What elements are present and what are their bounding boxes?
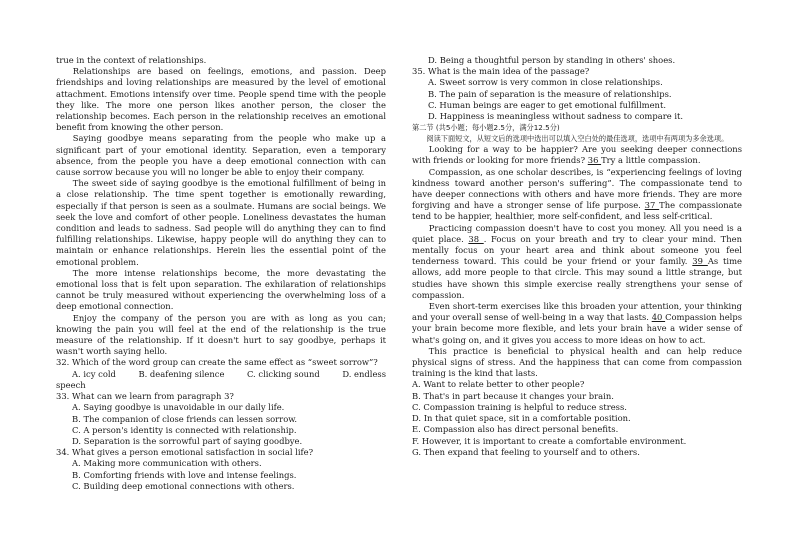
cloze-option-e: E. Compassion also has direct personal benefits.: [412, 424, 619, 435]
q32-option-d-continued: speech: [56, 379, 86, 390]
question-33-stem: 33. What can we learn from paragraph 3?: [56, 391, 234, 402]
q35-option-c: C. Human beings are eager to get emotional fulfillment.: [428, 99, 666, 110]
cloze-p4-text-b: Compassion helps your brain become more flexible, and lets your brain have a wider sense of what's going on, and it gives you access to more ideas on how to act.: [412, 312, 742, 345]
passage-paragraph-5: Enjoy the company of the person you are with as long as you can; knowing the pain you will feel at the end of the relationship is the true measure of the relationship. If it doesn't hurt to say goodbye, perhaps it wasn't worth saying hello.: [56, 312, 386, 357]
cloze-paragraph-4: [412, 301, 742, 346]
cloze-p3-text-b: . Focus on your breath and try to clear your mind. Then mentally focus on your heart area and think about someone you feel tenderness toward. This could be your friend or your family.: [412, 233, 743, 267]
passage-paragraph-3: The sweet side of saying goodbye is the emotional fulfillment of being in a close relationship. The time spent together is emotionally rewarding, especially if that person is seen as a soulmate. Humans are social beings. We seek the love and comfort of other people. Loneliness devastates the human condition and leads to sadness. Sad people will do anything they can to find fulfilling relationships. Likewise, happy people will do anything they can to maintain or enhance relationships. Herein lies the essential point of the emotional problem.: [56, 178, 386, 267]
blank-39: 39: [692, 256, 708, 267]
cloze-option-g: G. Then expand that feeling to yourself and to others.: [412, 446, 640, 457]
cloze-option-b: B. That's in part because it changes your brain.: [412, 390, 614, 401]
q34-option-c: C. Building deep emotional connections with others.: [72, 480, 295, 491]
cloze-p1-text-b: Try a little compassion.: [601, 155, 701, 166]
q32-option-a: A. icy cold: [72, 368, 116, 379]
cloze-p4-text-a: Even short-term exercises like this broaden your attention, your thinking and your overall sense of well-being in a way that lasts.: [412, 301, 742, 323]
q33-option-b: B. The companion of close friends can lessen sorrow.: [72, 413, 298, 424]
cloze-option-c: C. Compassion training is helpful to reduce stress.: [412, 401, 627, 412]
question-35-stem: 35. What is the main idea of the passage?: [412, 66, 590, 77]
cloze-p1-text-a: Looking for a way to be happier? Are you seeking deeper connections with friends or looking for more friends?: [412, 144, 742, 166]
cloze-p3-text-c: As time allows, add more people to that circle. This may sound a little strange, but studies have shown this simple exercise really strengthens your sense of compassion.: [412, 256, 742, 300]
blank-36: 36: [587, 155, 602, 166]
cloze-paragraph-5: This practice is beneficial to physical health and can help reduce physical signs of stress. And the happiness that can come from compassion training is the kind that lasts.: [412, 345, 742, 379]
question-34-stem: 34. What gives a person emotional satisfaction in social life?: [56, 447, 314, 458]
q35-option-a: A. Sweet sorrow is very common in close relationships.: [428, 77, 663, 88]
cloze-paragraph-2: [412, 167, 742, 223]
left-column: [56, 55, 386, 492]
q32-option-b: B. deafening silence: [138, 368, 225, 379]
question-32-options: [56, 369, 386, 380]
q32-option-d: D. endless: [342, 368, 386, 379]
q35-option-b: B. The pain of separation is the measure of relationships.: [428, 88, 672, 99]
q34-option-a: A. Making more communication with others.: [72, 458, 262, 469]
cloze-option-f: F. However, it is important to create a comfortable environment.: [412, 435, 687, 446]
cloze-p2-text-b: The compassionate tend to be happier, healthier, more self-confident, and less self-critical.: [412, 200, 742, 222]
cloze-paragraph-1: [412, 144, 742, 166]
q33-option-c: C. A person's identity is connected with relationship.: [72, 424, 297, 435]
question-32-stem: 32. Which of the word group can create the same effect as “sweet sorrow”?: [56, 357, 378, 368]
intro-line: true in the context of relationships.: [56, 55, 207, 65]
q34-option-b: B. Comforting friends with love and intense feelings.: [72, 469, 297, 480]
blank-38: 38: [468, 233, 484, 244]
q32-option-c: C. clicking sound: [246, 368, 320, 379]
cloze-paragraph-3: [412, 223, 742, 301]
passage-paragraph-4: The more intense relationships become, the more devastating the emotional loss that is felt upon separation. The exhilaration of relationships cannot be truly measured without experiencing the overwhelming loss of a deep emotional connection.: [56, 267, 386, 312]
section-heading: 第二节 (共5小题；每小题2.5分，满分12.5分): [412, 123, 560, 133]
passage-paragraph-1: Relationships are based on feelings, emotions, and passion. Deep friendships and loving relationships are measured by the level of emotional attachment. Emotions intensify over time. People spend time with the people they like. The more one person likes another person, the closer the relationship becomes. Each person in the relationship receives an emotional benefit from knowing the other person.: [56, 66, 386, 133]
cloze-p2-text-a: Compassion, as one scholar describes, is “experiencing feelings of loving kindness toward another person's suffering”. The compassionate tend to have deeper connections with others and have more friends. They are more forgiving and have a stronger sense of life purpose.: [412, 166, 742, 211]
blank-40: 40: [651, 312, 666, 323]
q33-option-d: D. Separation is the sorrowful part of saying goodbye.: [72, 435, 303, 446]
q35-option-d: D. Happiness is meaningless without sadness to compare it.: [428, 111, 684, 122]
blank-37: 37: [644, 200, 660, 211]
q33-option-a: A. Saying goodbye is unavoidable in our daily life.: [72, 402, 285, 413]
q34-option-d: D. Being a thoughtful person by standing in others' shoes.: [428, 55, 676, 65]
cloze-option-a: A. Want to relate better to other people?: [412, 379, 585, 390]
section-instruction: 阅读下面短文，从短文后的选项中选出可以填入空白处的最佳选项，选项中有两项为多余选项。: [426, 134, 729, 144]
cloze-p3-text-a: Practicing compassion doesn't have to cost you money. All you need is a quiet place.: [412, 222, 742, 244]
passage-paragraph-2: Saying goodbye means separating from the people who make up a significant part of your emotional identity. Separation, even a temporary absence, from the people you have a deep emotional connection with can cause sorrow because you will no longer be able to enjoy their company.: [56, 133, 386, 178]
cloze-option-d: D. In that quiet space, sit in a comfortable position.: [412, 413, 631, 424]
right-column: [412, 55, 742, 458]
